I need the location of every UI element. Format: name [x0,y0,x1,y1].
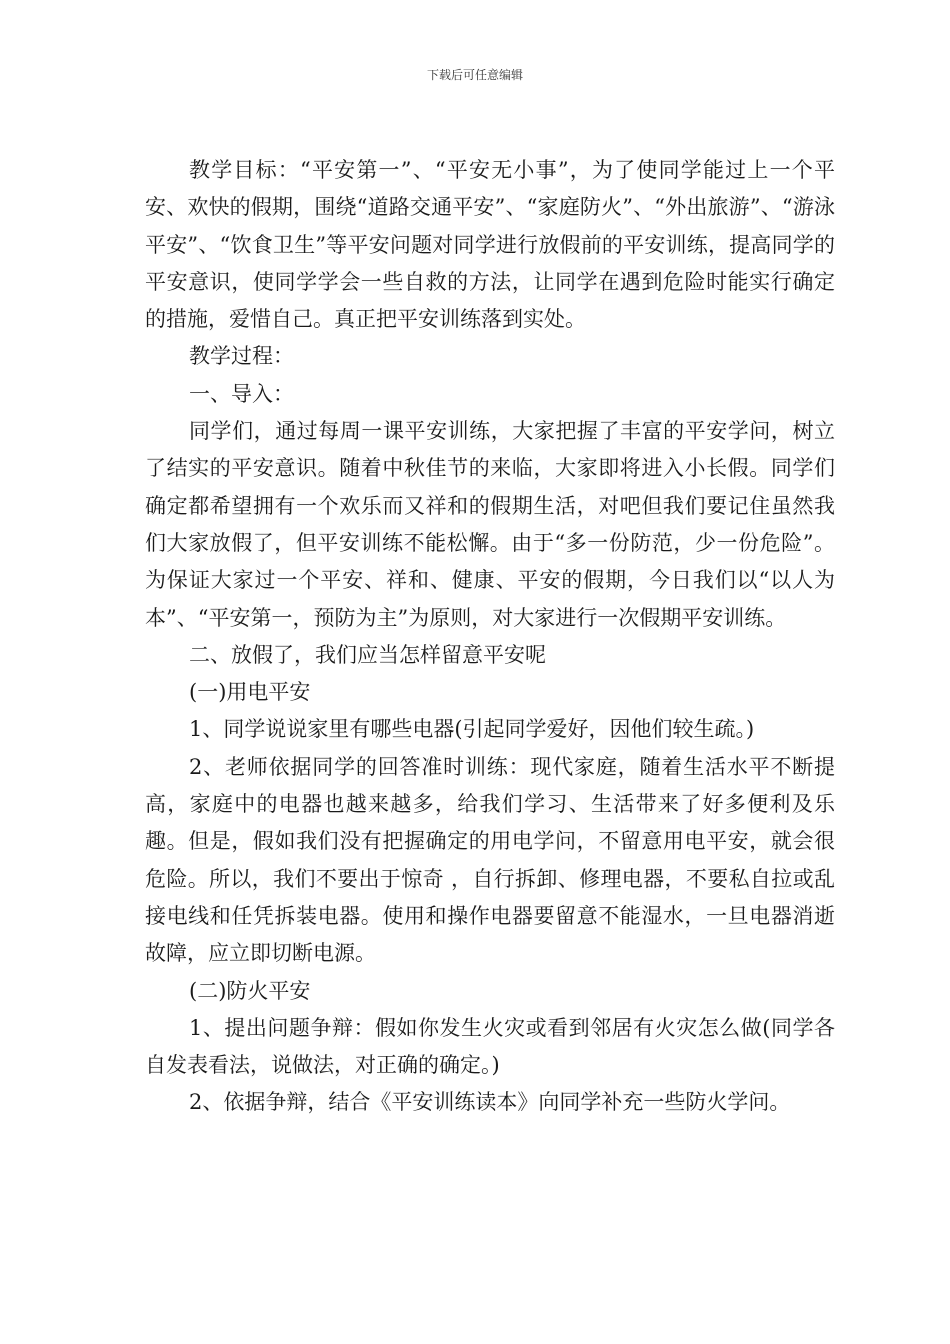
paragraph-fire-item-2: 2、依据争辩，结合《平安训练读本》向同学补充一些防火学问。 [189,1090,791,1115]
document-body [145,152,835,1122]
heading-fire-safety: (二)防火平安 [189,978,311,1003]
heading-electrical-safety: (一)用电平安 [189,680,311,705]
paragraph-teaching-goal: 教学目标：“平安第一”、“平安无小事”，为了使同学能过上一个平安、欢快的假期，围绕“道路交通平安”、“家庭防火”、“外出旅游”、“游泳平安”、“饮食卫生”等平安问题对同学进行放假前的平安训练，提高同学的平安意识，使同学学会一些自救的方法，让同学在遇到危险时能实行确定的措施，爱惜自己。真正把平安训练落到实处。 [145,158,835,332]
heading-teaching-process: 教学过程： [189,344,294,369]
paragraph-fire-item-1: 1、提出问题争辩：假如你发生火灾或看到邻居有火灾怎么做(同学各自发表看法，说做法，对正确的确定。) [145,1015,835,1078]
paragraph-electrical-item-2: 2、老师依据同学的回答准时训练：现代家庭，随着生活水平不断提高，家庭中的电器也越来越多，给我们学习、生活带来了好多便利及乐趣。但是，假如我们没有把握确定的用电学问，不留意用电平安，就会很危险。所以，我们不要出于惊奇 ，自行拆卸、修理电器，不要私自拉或乱接电线和任凭拆装电器。使用和操作电器要留意不能湿水，一旦电器消逝故障，应立即切断电源。 [145,754,835,966]
paragraph-introduction: 同学们，通过每周一课平安训练，大家把握了丰富的平安学问，树立了结实的平安意识。随着中秋佳节的来临，大家即将进入小长假。同学们确定都希望拥有一个欢乐而又祥和的假期生活，对吧但我们要记住虽然我们大家放假了，但平安训练不能松懈。由于“多一份防范，少一份危险”。为保证大家过一个平安、祥和、健康、平安的假期，今日我们以“以人为本”、“平安第一，预防为主”为原则，对大家进行一次假期平安训练。 [145,419,835,630]
page-header: 下载后可任意编辑 [426,68,523,82]
paragraph-electrical-item-1: 1、同学说说家里有哪些电器(引起同学爱好，因他们较生疏。) [189,717,755,742]
heading-holiday-safety: 二、放假了，我们应当怎样留意平安呢 [189,642,546,667]
heading-introduction: 一、导入： [189,381,294,406]
